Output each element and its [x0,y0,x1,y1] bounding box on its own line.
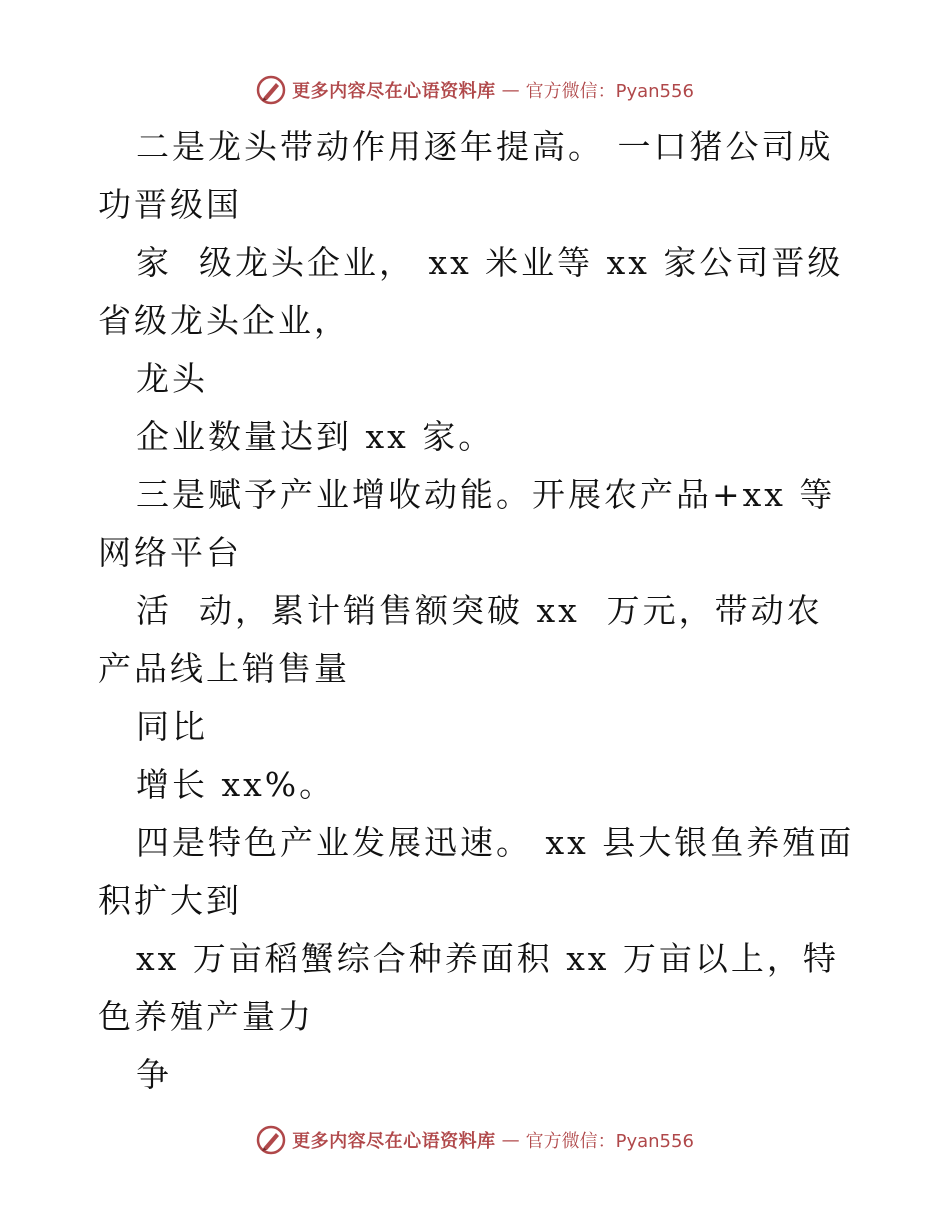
pen-logo-icon [256,75,286,105]
paragraph: 龙头 [136,359,208,398]
paragraph: 三是赋予产业增收动能。开展农产品+xx 等网络平台 [98,475,836,572]
paragraph: 争 [136,1055,172,1094]
pen-logo-icon [256,1125,286,1155]
paragraph: 企业数量达到 xx 家。 [136,417,495,456]
paragraph: 活 动，累计销售额突破 xx 万元，带动农产品线上销售量 [98,591,823,688]
watermark-wechat: 官方微信：Pyan556 [525,81,694,102]
paragraph: 增长 xx%。 [136,765,336,804]
header-watermark [0,70,950,110]
watermark-brand: 更多内容尽在心语资料库 [292,81,496,102]
document-body [98,118,858,1104]
watermark-separator: — [501,1129,520,1151]
footer-watermark [0,1120,950,1160]
watermark-separator: — [501,79,520,101]
paragraph: 四是特色产业发展迅速。 xx 县大银鱼养殖面积扩大到 [98,823,855,920]
paragraph: 二是龙头带动作用逐年提高。 一口猪公司成功晋级国 [98,127,834,224]
paragraph: 家 级龙头企业， xx 米业等 xx 家公司晋级省级龙头企业， [98,243,844,340]
paragraph: xx 万亩稻蟹综合种养面积 xx 万亩以上，特色养殖产量力 [98,939,839,1036]
paragraph: 同比 [136,707,208,746]
watermark-wechat: 官方微信：Pyan556 [525,1131,694,1152]
watermark-brand: 更多内容尽在心语资料库 [292,1131,496,1152]
